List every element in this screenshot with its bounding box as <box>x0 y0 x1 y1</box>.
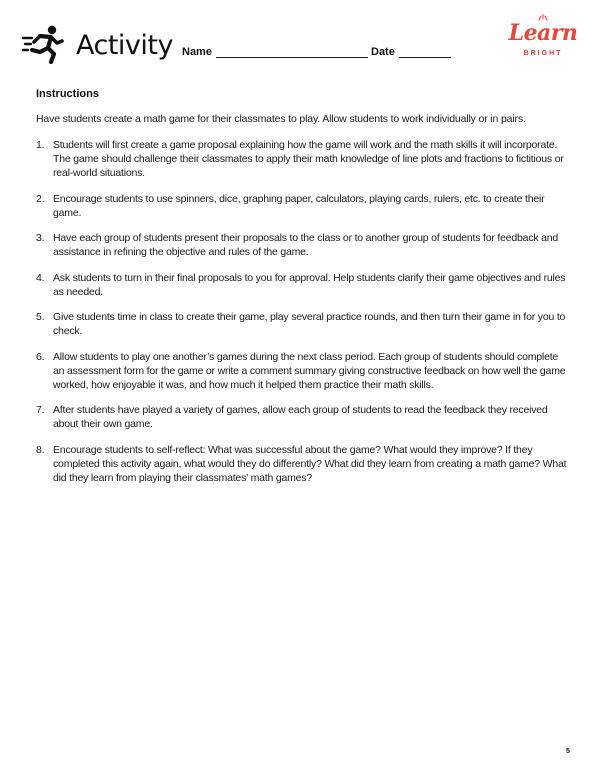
step-text: Give students time in class to create their game, play several practice rounds, and then turn their game in for you to check. <box>53 311 566 337</box>
step-text: Have each group of students present their proposals to the class or to another group of students for feedback and assistance in refining the objective and rules of the game. <box>53 232 559 258</box>
step-number: 1. <box>36 139 45 151</box>
activity-title: Activity <box>76 30 173 61</box>
instructions-intro: Have students create a math game for their classmates to play. Allow students to work individually or in pairs. <box>36 113 526 125</box>
step-text: Encourage students to self-reflect: What was successful about the game? What would they improve? If they completed this activity again, what would they do differently? What did they learn from creating a math game? What did they learn from playing their classmates’ math games? <box>53 443 567 484</box>
step-text: Encourage students to use spinners, dice, graphing paper, calculators, playing cards, rulers, etc. to create their game. <box>53 192 545 219</box>
date-field[interactable] <box>371 46 451 58</box>
step-number: 5. <box>36 311 45 323</box>
instruction-steps <box>36 138 570 496</box>
step-number: 7. <box>36 404 45 416</box>
step-item <box>36 138 570 180</box>
page-number: 5 <box>566 748 570 755</box>
running-person-icon <box>22 24 64 64</box>
name-label: Name <box>182 46 212 58</box>
step-number: 2. <box>36 192 45 205</box>
step-item <box>36 231 570 259</box>
step-item <box>36 192 570 220</box>
step-item <box>36 403 570 431</box>
date-line[interactable] <box>399 46 451 58</box>
date-label: Date <box>371 46 395 58</box>
instructions-heading: Instructions <box>36 88 99 100</box>
step-text: Ask students to turn in their final proposals to you for approval. Help students clarify their game objectives and rules as needed. <box>53 271 566 298</box>
step-number: 6. <box>36 350 45 363</box>
step-number: 4. <box>36 271 45 284</box>
step-text: Students will first create a game proposal explaining how the game will work and the math skills it will incorporate. The game should challenge their classmates to apply their math knowledge of line plots and fractions to fictitious or real-world situations. <box>53 139 564 179</box>
logo-word: Learn <box>508 20 578 46</box>
step-number: 8. <box>36 443 45 456</box>
learn-bright-logo <box>506 20 580 64</box>
step-text: After students have played a variety of games, allow each group of students to read the feedback they received about their own game. <box>53 404 548 430</box>
step-number: 3. <box>36 232 45 244</box>
step-item <box>36 310 570 338</box>
step-item <box>36 443 570 485</box>
step-text: Allow students to play one another’s games during the next class period. Each group of students should complete an assessment form for the game or write a comment summary giving constructive feedback on how well the game worked, how enjoyable it was, and how much it helped them practice their math skills. <box>53 350 566 391</box>
step-item <box>36 271 570 299</box>
logo-subtext: BRIGHT <box>523 50 563 57</box>
name-line[interactable] <box>216 46 368 58</box>
worksheet-header <box>0 0 600 80</box>
name-field[interactable] <box>182 46 368 58</box>
step-item <box>36 350 570 392</box>
